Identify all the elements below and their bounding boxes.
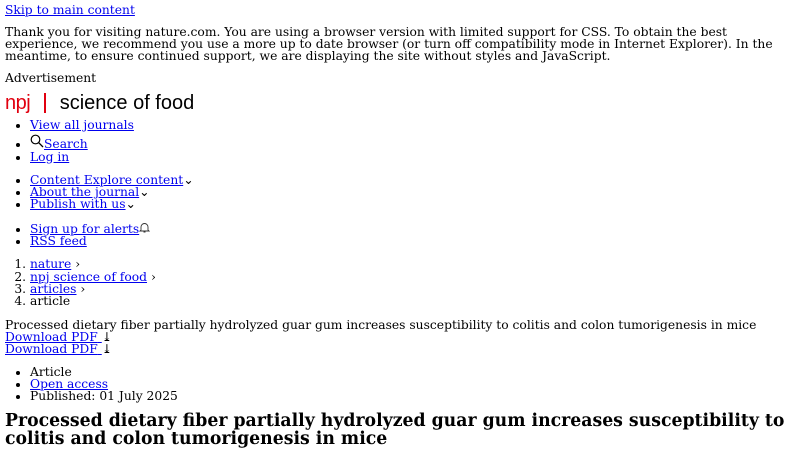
browser-notice: Thank you for visiting nature.com. You are using a browser version with limited support for CSS. To obtain the best experience, we recommend you use a more up to date browser (or turn off compatibility mode in Internet Explorer). In the meantime, to ensure continued support, we are displaying the site without styles and JavaScript.	[5, 25, 773, 63]
breadcrumb-nature[interactable]: nature	[30, 257, 72, 272]
breadcrumb-articles[interactable]: articles	[30, 281, 77, 296]
alerts-nav	[5, 222, 795, 248]
chevron-right-icon: ›	[80, 281, 86, 296]
sign-up-alerts-link[interactable]: Sign up for alerts	[30, 221, 140, 236]
publish-with-us-link[interactable]: Publish with us	[30, 197, 126, 212]
log-in-link[interactable]: Log in	[30, 149, 70, 164]
bell-icon	[139, 222, 150, 233]
journal-logo[interactable]	[5, 93, 795, 113]
explore-content-link[interactable]: Content Explore content	[30, 172, 184, 187]
article-type: • Article	[30, 366, 795, 378]
skip-to-main-link[interactable]: Skip to main content	[5, 3, 135, 17]
article-title: Processed dietary fiber partially hydrolyzed guar gum increases susceptibility to colitis and colon tumorigenesis in mice	[5, 411, 785, 450]
download-pdf-link[interactable]	[5, 342, 102, 356]
advertisement-label: Advertisement	[5, 71, 97, 85]
download-pdf-label: Download PDF	[5, 329, 98, 344]
search-label: Search	[44, 137, 88, 152]
download-pdf-label: Download PDF	[5, 341, 98, 356]
breadcrumb	[5, 258, 795, 307]
chevron-right-icon: ›	[150, 269, 156, 284]
logo-name: science of food	[59, 92, 195, 114]
download-icon: ⤓	[101, 329, 113, 344]
breadcrumb-current: article	[30, 294, 71, 309]
search-icon	[30, 134, 44, 148]
download-icon: ⤓	[101, 341, 113, 356]
chevron-down-icon: ⌄	[183, 172, 194, 187]
breadcrumb-journal[interactable]: npj science of food	[30, 269, 148, 284]
about-journal-link[interactable]: About the journal	[30, 185, 140, 200]
top-nav	[5, 119, 795, 163]
article-meta	[5, 366, 795, 403]
open-access-link[interactable]: Open access	[30, 376, 109, 391]
published-date: • Published: 01 July 2025	[30, 390, 795, 402]
article-title-short: Processed dietary fiber partially hydrolyzed guar gum increases susceptibility to colitis and colon tumorigenesis in mice	[5, 317, 757, 332]
chevron-right-icon: ›	[75, 257, 81, 272]
chevron-down-icon: ⌄	[125, 197, 136, 212]
main-nav	[5, 174, 795, 211]
logo-npj: npj	[5, 92, 31, 114]
rss-feed-link[interactable]: RSS feed	[30, 234, 87, 249]
view-all-journals-link[interactable]: View all journals	[30, 118, 134, 132]
logo-divider	[44, 93, 46, 113]
chevron-down-icon: ⌄	[139, 185, 150, 200]
